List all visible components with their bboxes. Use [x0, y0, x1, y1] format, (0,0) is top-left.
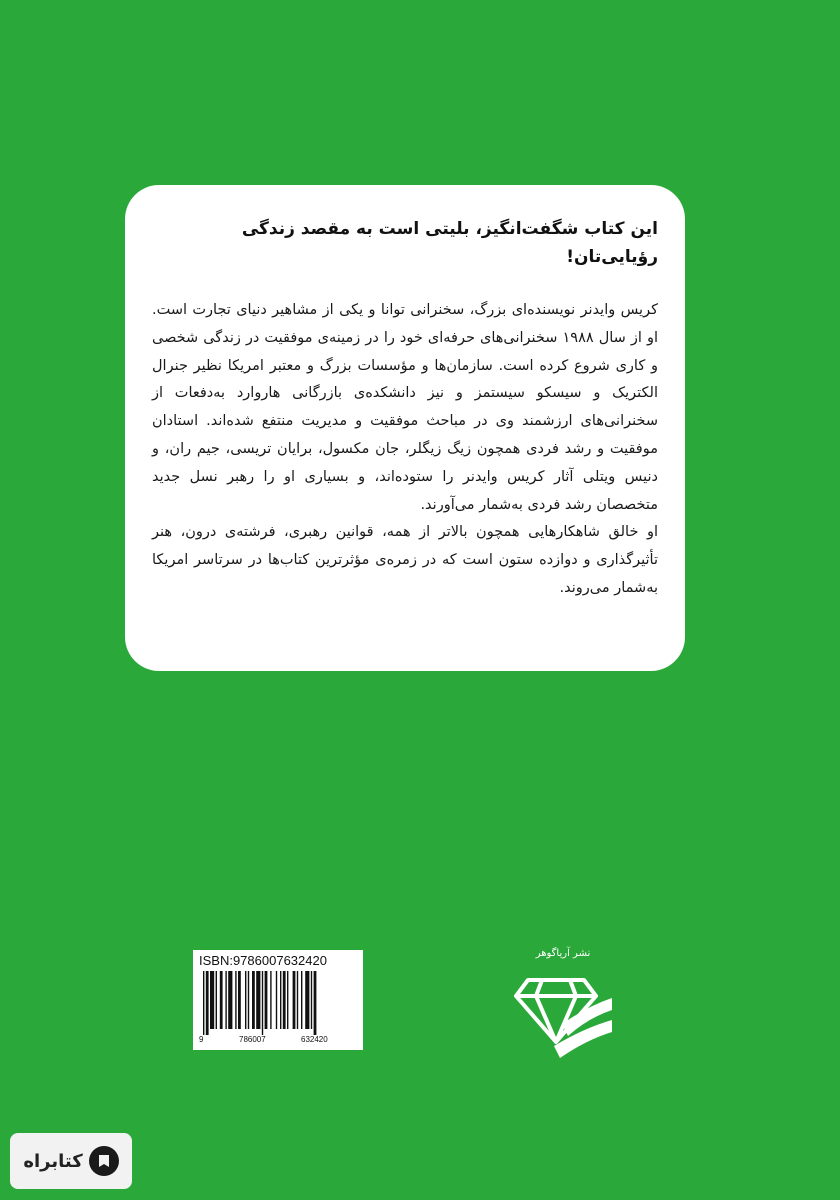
- ketabrah-label: کتابراه: [23, 1150, 83, 1172]
- barcode-digit-first: 9: [199, 1035, 204, 1044]
- isbn-barcode: [193, 950, 363, 1050]
- barcode-bars: [199, 971, 357, 1035]
- tagline-heading: این کتاب شگفت‌انگیز، بلیتی است به مقصد زندگی رؤیایی‌تان!: [241, 219, 658, 267]
- description-card: [125, 185, 685, 671]
- barcode-digits: [199, 1035, 357, 1047]
- author-works-paragraph: او خالق شاهکارهایی همچون بالاتر از همه، قوانین رهبری، فرشته‌ی درون، هنر تأثیرگذاری و دوازده ستون است که در زمره‌ی مؤثرترین کتاب‌ها در سرتاسر امریکا به‌شمار می‌روند.: [152, 524, 658, 596]
- barcode-digits-left: 786007: [239, 1035, 266, 1044]
- author-bio-paragraph: کریس وایدنر نویسنده‌ای بزرگ، سخنرانی توانا و یکی از مشاهیر دنیای تجارت است. او از سال ۱۹۸۸ سخنرانی‌های حرفه‌ای خود را در زمینه‌ی موفقیت در زندگی شخصی و کاری شروع کرده است. سازمان‌ها و مؤسسات بزرگ و معتبر امریکا نظیر جنرال الکتریک و سیسکو سیستمز و نیز دانشکده‌ی بازرگانی هاروارد به‌دفعات از سخنرانی‌های ارزشمند وی در مباحث موفقیت و مدیریت منتفع شده‌اند. استادان موفقیت و رشد فردی همچون زیگ زیگلر، جان مکسول، برایان تریسی، جیم ران، و دنیس ویتلی آثار کریس وایدنر را ستوده‌اند، و بسیاری او را رهبر نسل جدید متخصصان رشد فردی به‌شمار می‌آورند.: [152, 302, 658, 513]
- barcode-digits-right: 632420: [301, 1035, 328, 1044]
- publisher-logo: [508, 948, 618, 1063]
- isbn-label: ISBN:9786007632420: [199, 953, 327, 968]
- ketabrah-watermark: [10, 1133, 132, 1189]
- diamond-icon: [508, 962, 618, 1062]
- ketabrah-logo-icon: [89, 1146, 119, 1176]
- publisher-name: نشر آریاگوهر: [535, 948, 591, 959]
